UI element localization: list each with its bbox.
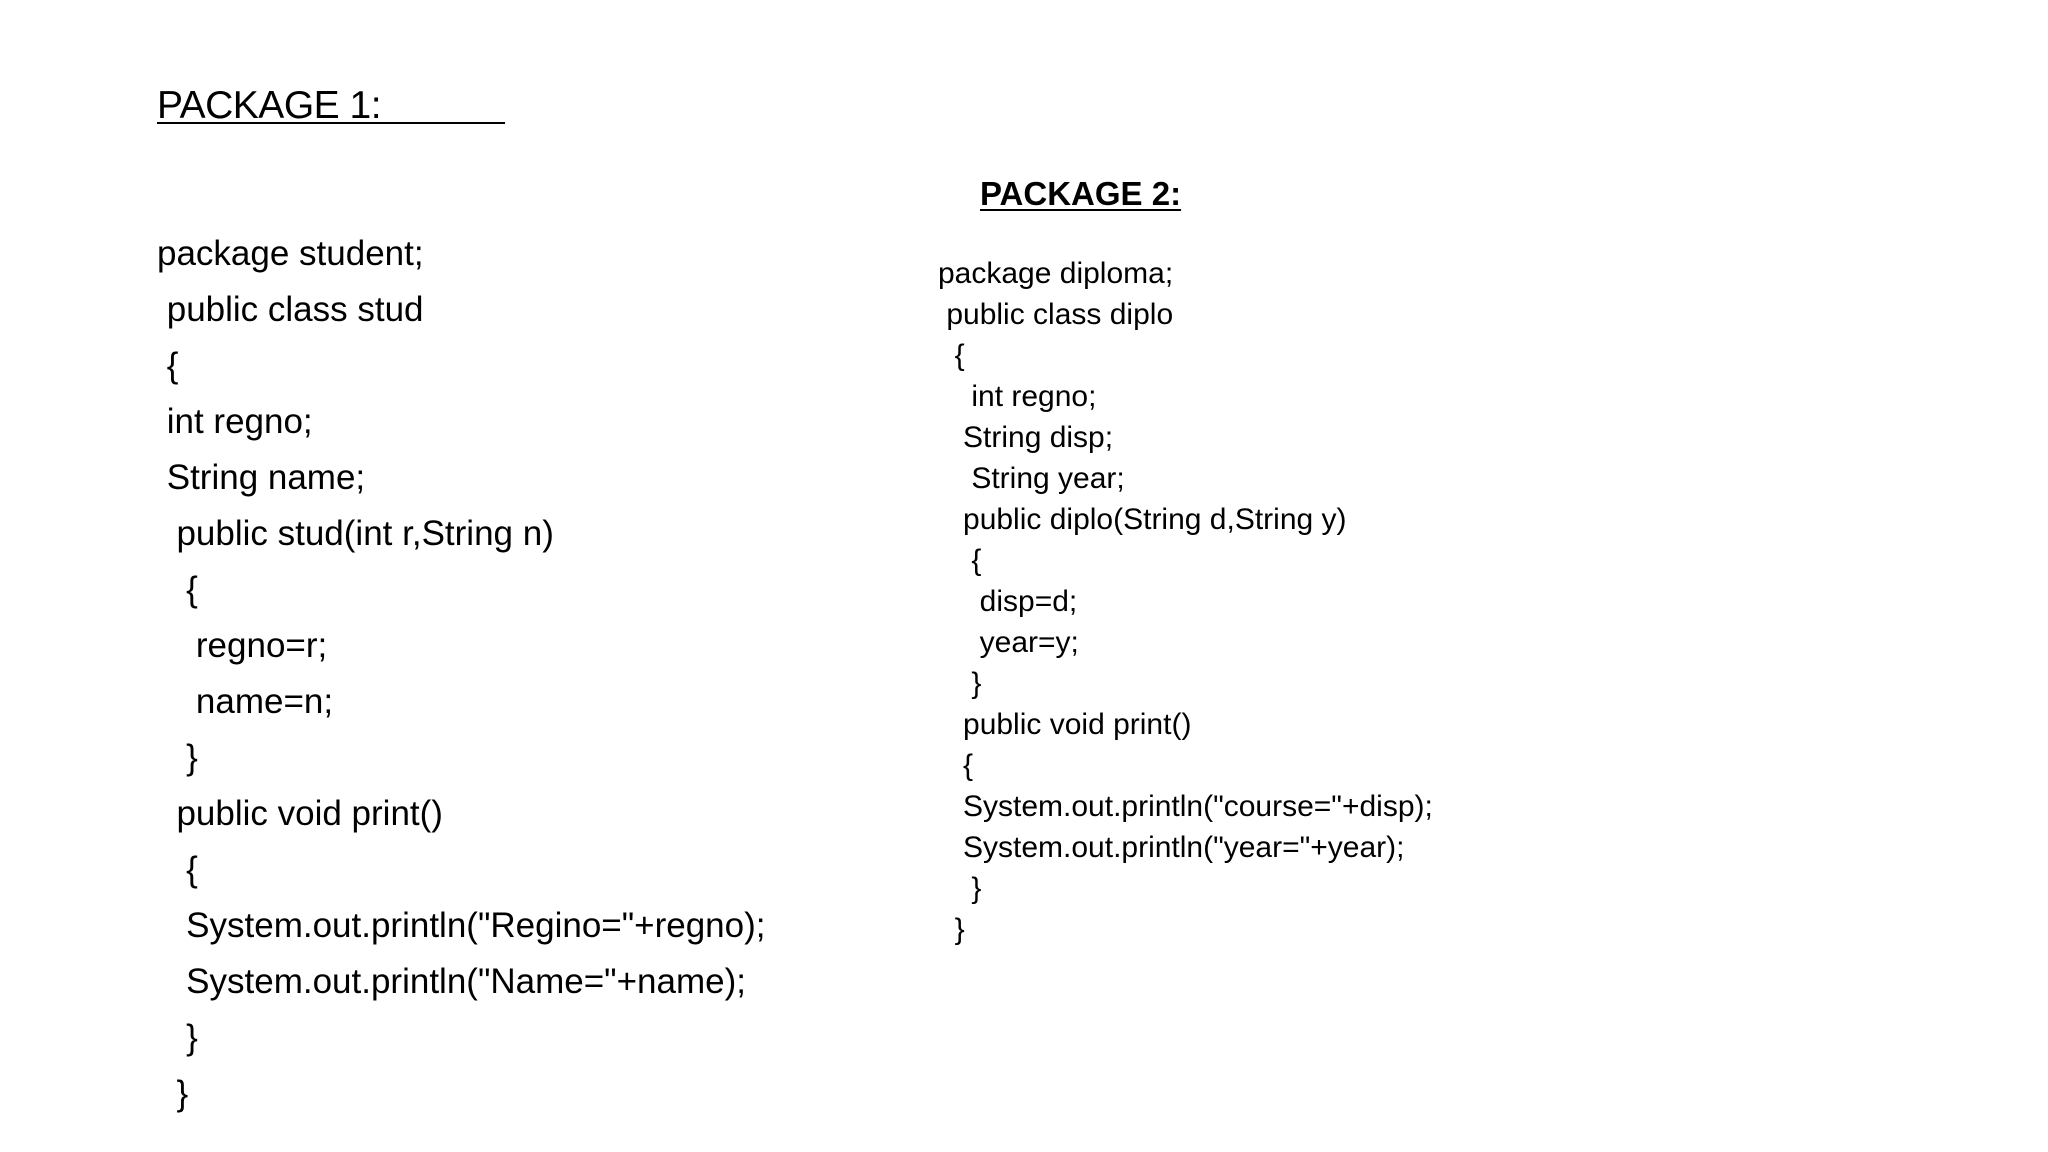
code-line: { bbox=[157, 850, 198, 889]
code-line: } bbox=[157, 1018, 198, 1057]
code-line: regno=r; bbox=[157, 626, 328, 665]
code-line: String name; bbox=[157, 458, 366, 497]
code-line: } bbox=[938, 913, 965, 946]
code-line: public class diplo bbox=[938, 298, 1174, 331]
code-line: System.out.println("Regino="+regno); bbox=[157, 906, 766, 945]
code-line: } bbox=[157, 1074, 189, 1113]
code-line: { bbox=[157, 570, 198, 609]
code-line: public class stud bbox=[157, 290, 424, 329]
code-line: public void print() bbox=[938, 708, 1192, 741]
code-line: String year; bbox=[938, 462, 1125, 495]
code-line: public void print() bbox=[157, 794, 443, 833]
code-line: String disp; bbox=[938, 421, 1114, 454]
package2-code-block bbox=[938, 253, 1433, 950]
code-line: System.out.println("year="+year); bbox=[938, 831, 1405, 864]
code-line: { bbox=[938, 749, 974, 782]
code-line: int regno; bbox=[938, 380, 1097, 413]
package1-code-block bbox=[157, 226, 765, 1122]
code-line: } bbox=[938, 667, 982, 700]
code-line: package diploma; bbox=[938, 257, 1174, 290]
code-line: disp=d; bbox=[938, 585, 1078, 618]
code-line: package student; bbox=[157, 234, 424, 273]
package2-heading: PACKAGE 2: bbox=[980, 175, 1182, 212]
code-line: int regno; bbox=[157, 402, 313, 441]
code-line: name=n; bbox=[157, 682, 334, 721]
code-line: } bbox=[938, 872, 982, 905]
code-line: System.out.println("Name="+name); bbox=[157, 962, 746, 1001]
code-line: } bbox=[157, 738, 198, 777]
package1-heading: PACKAGE 1: bbox=[157, 84, 506, 127]
code-line: { bbox=[157, 346, 179, 385]
code-line: { bbox=[938, 544, 982, 577]
code-line: public diplo(String d,String y) bbox=[938, 503, 1347, 536]
code-line: { bbox=[938, 339, 965, 372]
code-line: public stud(int r,String n) bbox=[157, 514, 554, 553]
code-line: System.out.println("course="+disp); bbox=[938, 790, 1433, 823]
code-line: year=y; bbox=[938, 626, 1079, 659]
